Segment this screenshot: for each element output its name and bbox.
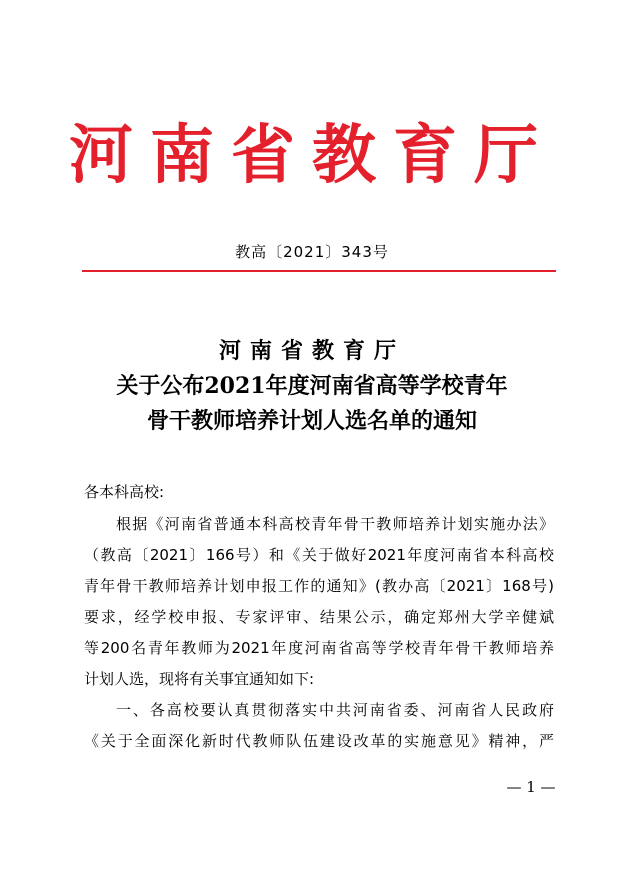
title-line-2: 关于公布2021年度河南省高等学校青年 <box>116 373 508 399</box>
body-line: （教高〔2021〕166号）和《关于做好2021年度河南省本科高校 <box>84 546 554 564</box>
body-line: 根据《河南省普通本科高校青年骨干教师培养计划实施办法》 <box>116 515 554 533</box>
body-line: 等200名青年教师为2021年度河南省高等学校青年骨干教师培养 <box>84 639 554 657</box>
title-line-1: 河南省教育厅 <box>218 338 405 364</box>
body-line: 青年骨干教师培养计划申报工作的通知》(教办高〔2021〕168号) <box>84 577 554 595</box>
red-separator-line <box>82 270 556 272</box>
page-number: — 1 — <box>506 778 556 796</box>
body-line: 要求，经学校申报、专家评审、结果公示，确定郑州大学辛健斌 <box>84 608 554 626</box>
salutation: 各本科高校: <box>84 483 165 501</box>
issuing-authority-header: 河南省教育厅 <box>69 118 555 193</box>
title-line-3: 骨干教师培养计划人选名单的通知 <box>146 408 477 434</box>
body-line: 一、各高校要认真贯彻落实中共河南省委、河南省人民政府 <box>116 701 554 719</box>
document-number: 教高〔2021〕343号 <box>235 243 389 261</box>
body-line: 计划人选，现将有关事宜通知如下: <box>84 670 315 688</box>
body-line: 《关于全面深化新时代教师队伍建设改革的实施意见》精神，严 <box>84 732 554 750</box>
